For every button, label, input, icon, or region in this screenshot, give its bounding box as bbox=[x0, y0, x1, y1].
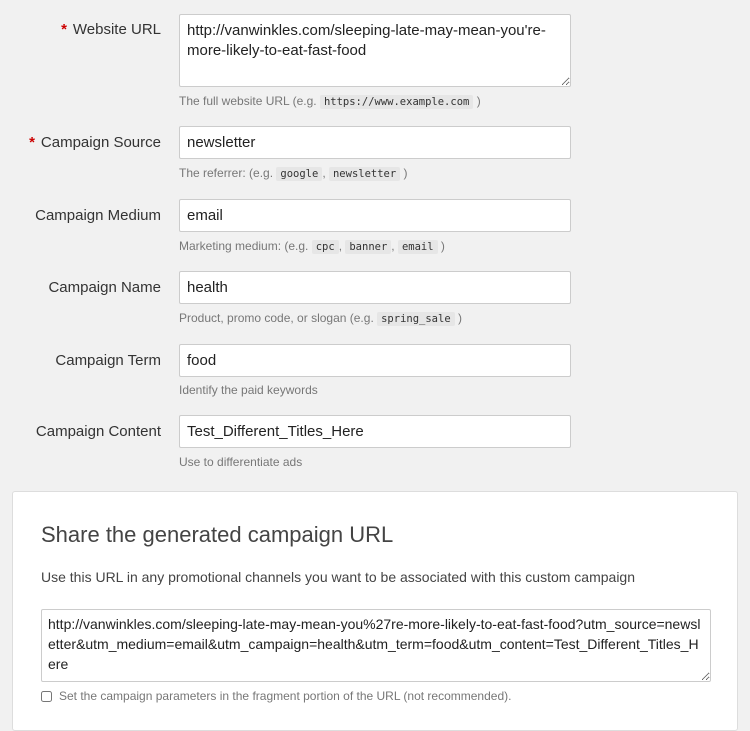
fragment-option[interactable] bbox=[41, 689, 511, 703]
campaign-term-label: Campaign Term bbox=[55, 352, 161, 369]
campaign-term-help: Identify the paid keywords bbox=[179, 383, 318, 397]
campaign-source-help: The referrer: (e.g. google , newsletter ) bbox=[179, 166, 408, 180]
campaign-name-label: Campaign Name bbox=[48, 279, 161, 296]
campaign-source-label: * Campaign Source bbox=[29, 134, 161, 151]
campaign-name-input[interactable] bbox=[179, 271, 571, 304]
share-panel-description: Use this URL in any promotional channels you want to be associated with this custom campaign bbox=[41, 569, 636, 585]
help-example-code: newsletter bbox=[329, 167, 400, 181]
help-example-code: spring_sale bbox=[377, 312, 455, 326]
campaign-name-help: Product, promo code, or slogan (e.g. spring_sale ) bbox=[179, 311, 462, 325]
help-example-code: https://www.example.com bbox=[320, 95, 473, 109]
share-url-panel bbox=[12, 491, 738, 731]
campaign-medium-help: Marketing medium: (e.g. cpc , banner , email ) bbox=[179, 239, 445, 253]
generated-url-output[interactable] bbox=[41, 609, 711, 682]
website-url-help: The full website URL (e.g. https://www.example.com ) bbox=[179, 94, 481, 108]
help-example-code: google bbox=[276, 167, 322, 181]
share-panel-title: Share the generated campaign URL bbox=[41, 522, 394, 547]
website-url-input[interactable] bbox=[179, 14, 571, 87]
fragment-label: Set the campaign parameters in the fragment portion of the URL (not recommended). bbox=[59, 689, 512, 703]
required-asterisk: * bbox=[61, 21, 67, 38]
campaign-medium-input[interactable] bbox=[179, 199, 571, 232]
campaign-content-help: Use to differentiate ads bbox=[179, 455, 303, 469]
campaign-content-label: Campaign Content bbox=[35, 423, 161, 440]
campaign-term-input[interactable] bbox=[179, 344, 571, 377]
help-example-code: cpc bbox=[312, 240, 339, 254]
help-example-code: banner bbox=[345, 240, 391, 254]
campaign-source-input[interactable] bbox=[179, 126, 571, 159]
help-example-code: email bbox=[398, 240, 438, 254]
fragment-checkbox[interactable] bbox=[41, 691, 52, 702]
website-url-label: * Website URL bbox=[61, 21, 161, 38]
campaign-content-input[interactable] bbox=[179, 415, 571, 448]
campaign-medium-label: Campaign Medium bbox=[35, 207, 161, 224]
required-asterisk: * bbox=[29, 134, 35, 151]
